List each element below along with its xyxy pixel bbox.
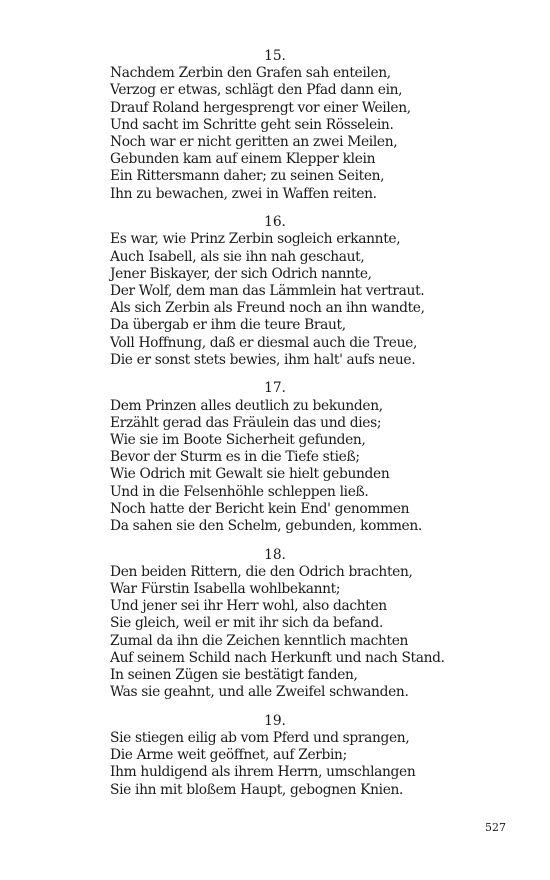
stanza-number: 16.	[264, 214, 286, 231]
page-number: 527	[485, 821, 506, 834]
verse-line: Dem Prinzen alles deutlich zu bekunden,	[110, 397, 383, 414]
verse-line: Die Arme weit geöffnet, auf Zerbin;	[110, 747, 347, 764]
verse-line: Voll Hoffnung, daß er diesmal auch die Treue,	[110, 334, 417, 351]
stanza-16	[110, 214, 440, 369]
verse-line: Da sahen sie den Schelm, gebunden, kommen.	[110, 517, 422, 534]
verse-line: Der Wolf, dem man das Lämmlein hat vertraut.	[110, 282, 425, 299]
verse-line: Und jener sei ihr Herr wohl, also dachten	[110, 598, 387, 615]
verse-line: Jener Biskayer, der sich Odrich nannte,	[110, 265, 372, 282]
verse-line: Noch war er nicht geritten an zwei Meilen,	[110, 133, 398, 150]
verse-line: Nachdem Zerbin den Grafen sah enteilen,	[110, 65, 391, 82]
verse-line: Sie ihn mit bloßem Haupt, gebognen Knien.	[110, 781, 404, 798]
verse-line: Drauf Roland hergesprengt vor einer Weilen,	[110, 99, 411, 116]
verse-line: Sie stiegen eilig ab vom Pferd und sprangen,	[110, 729, 410, 746]
stanza-18	[110, 546, 445, 702]
verse-line: Als sich Zerbin als Freund noch an ihn wandte,	[110, 300, 425, 317]
verse-line: Sie gleich, weil er mit ihr sich da befand.	[110, 615, 383, 632]
stanza-number: 18.	[264, 546, 286, 563]
stanza-17	[110, 380, 440, 535]
verse-line: Und sacht im Schritte geht sein Rösselein.	[110, 116, 394, 133]
stanza-15	[110, 48, 440, 203]
verse-line: In seinen Zügen sie bestätigt fanden,	[110, 666, 358, 683]
verse-line: Da übergab er ihm die teure Braut,	[110, 317, 346, 334]
verse-line: Erzählt gerad das Fräulein das und dies;	[110, 414, 382, 431]
verse-line: Bevor der Sturm es in die Tiefe stieß;	[110, 449, 360, 466]
verse-line: Verzog er etwas, schlägt den Pfad dann ein,	[110, 82, 403, 99]
verse-line: Auch Isabell, als sie ihn nah geschaut,	[110, 248, 365, 265]
verse-line: Und in die Felsenhöhle schleppen ließ.	[110, 483, 369, 500]
verse-line: Ihm huldigend als ihrem Herrn, umschlangen	[110, 764, 416, 781]
verse-line: Gebunden kam auf einem Klepper klein	[110, 151, 376, 168]
verse-line: Was sie geahnt, und alle Zweifel schwanden.	[110, 684, 409, 701]
verse-line: Zumal da ihn die Zeichen kenntlich machten	[110, 632, 409, 649]
stanza-number: 17.	[264, 380, 286, 397]
verse-line: Ihn zu bewachen, zwei in Waffen reiten.	[110, 185, 377, 202]
stanza-number: 15.	[264, 48, 286, 64]
stanza-number: 19.	[264, 712, 286, 729]
verse-line: Ein Rittersmann daher; zu seinen Seiten,	[110, 168, 385, 185]
verse-line: Auf seinem Schild nach Herkunft und nach Stand.	[110, 649, 445, 666]
verse-line: Den beiden Rittern, die den Odrich brachten,	[110, 563, 413, 580]
verse-line: Wie Odrich mit Gewalt sie hielt gebunden	[110, 466, 390, 483]
verse-line: War Fürstin Isabella wohlbekannt;	[110, 580, 341, 597]
poem-body	[110, 48, 445, 810]
stanza-19	[110, 713, 440, 799]
verse-line: Wie sie im Boote Sicherheit gefunden,	[110, 431, 366, 448]
verse-line: Es war, wie Prinz Zerbin sogleich erkannte,	[110, 231, 401, 248]
verse-line: Die er sonst stets bewies, ihm halt' aufs neue.	[110, 351, 416, 368]
verse-line: Noch hatte der Bericht kein End' genommen	[110, 500, 410, 517]
